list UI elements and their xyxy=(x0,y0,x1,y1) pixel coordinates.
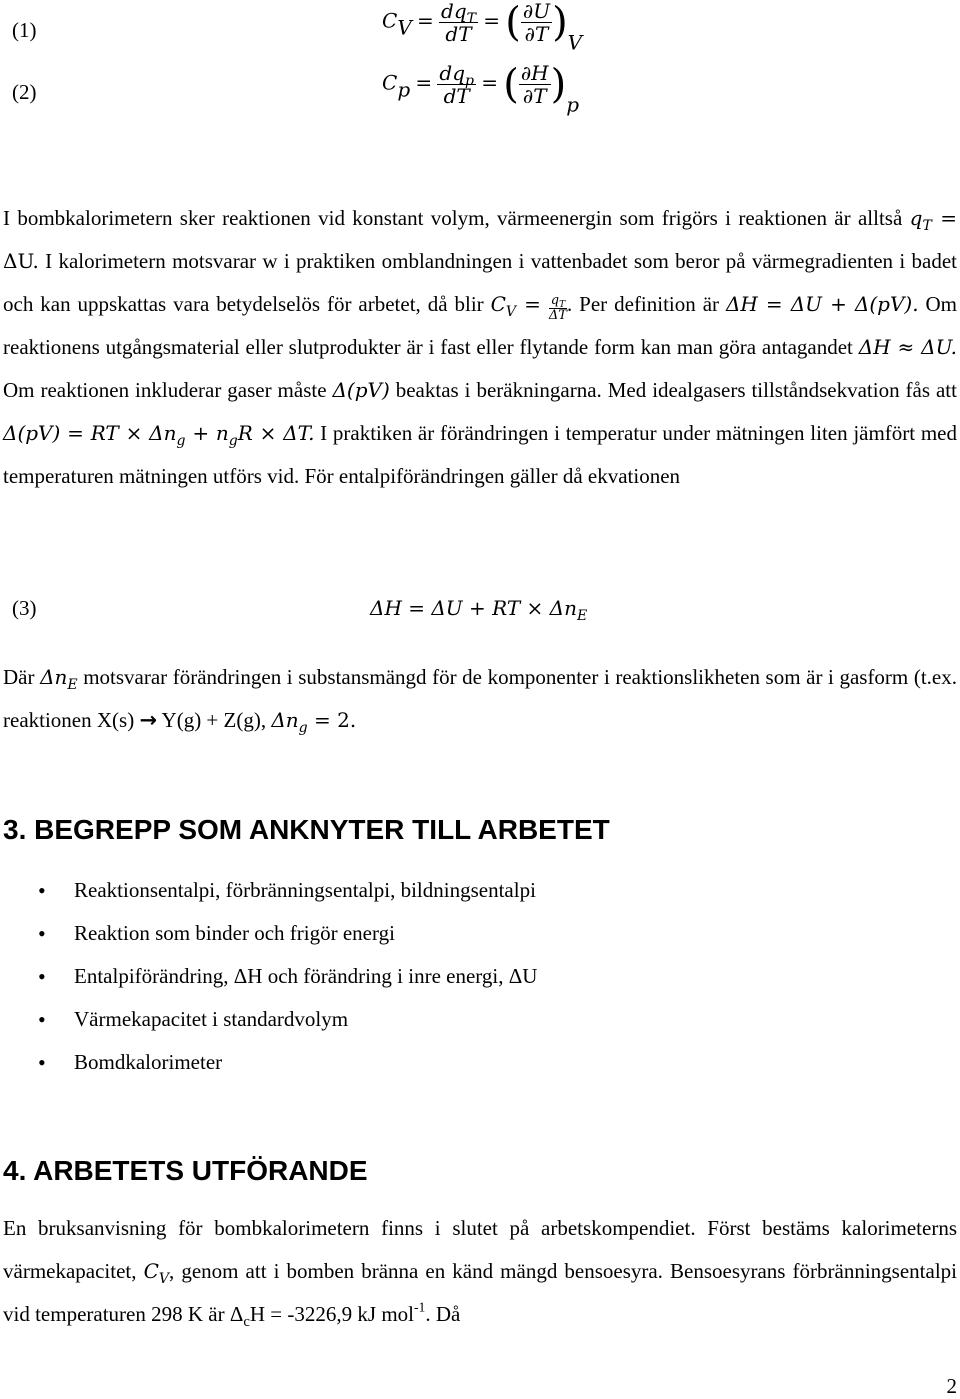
list-item: • Reaktionsentalpi, förbränningsentalpi, bildningsentalpi xyxy=(38,869,537,912)
fraction: $\frac{dq_p}{dT}$ xyxy=(439,61,474,108)
page-number: 2 xyxy=(946,1374,957,1398)
paragraph-bombkalorimeter: I bombkalorimetern sker reaktionen vid konstant volym, värmeenergin som frigörs i reaktionen är alltså $q_T = \Delta U$. I kalorimetern motsvarar w i praktiken omblandningen i vattenbadet som beror på värmegradienten i badet och kan uppskattas vara betydelselös för arbetet, då blir $C_V$ = $\frac{q_T}{\Delta T}$ . Per definition är ΔH = ΔU + Δ(pV). Om reaktionens utgångsmaterial eller slutprodukter är i fast eller flytande form kan man göra antagandet ΔH ≈ ΔU. Om reaktionen inkluderar gaser måste Δ(pV) beaktas i beräkningarna. Med idealgasers tillståndsekvation fås att Δ(pV) = RT × $\Delta n_g + n_gR \times \Delta T$. I praktiken är förändringen i temperatur under mätningen liten jämfört med temperaturen mätningen utförs vid. För entalpiförändringen gäller då ekvationen xyxy=(3,206,958,488)
list-item: • Bomdkalorimeter xyxy=(38,1041,537,1084)
section-4-heading: 4. ARBETETS UTFÖRANDE xyxy=(3,1155,368,1186)
partial-fraction: $\frac{\partial H}{\partial T}$ xyxy=(520,61,549,108)
paragraph-delta-n: Där $\Delta n_E$ motsvarar förändringen i substansmängd för de komponenter i reaktionslikheten som är i gasform (t.ex. reaktionen X(s) → Y(g) + Z(g), $\Delta n_g = 2$. xyxy=(3,665,957,736)
equation-body: $C_p$ = $\frac{dq_p}{dT}$ = ( $\frac{\partial H}{\partial T}$ )$_p$ xyxy=(382,61,580,117)
list-item: • Reaktion som binder och frigör energi xyxy=(38,912,537,955)
list-item: • Entalpiförändring, ΔH och förändring i inre energi, ΔU xyxy=(38,955,537,998)
list-item: • Värmekapacitet i standardvolym xyxy=(38,998,537,1041)
equation-number: (2) xyxy=(12,80,37,104)
fraction-qT-over-deltaT: $\frac{q_T}{\Delta T}$ xyxy=(548,293,567,323)
equation-1 xyxy=(0,0,960,64)
fraction: $\frac{dq_T}{dT}$ xyxy=(441,0,476,46)
equation-number: (1) xyxy=(12,18,37,42)
arrow-right-icon: → xyxy=(139,708,158,732)
partial-fraction: $\frac{\partial U}{\partial T}$ xyxy=(522,0,551,46)
equation-body: ΔH = ΔU + RT × $\Delta n_E$ xyxy=(370,596,588,624)
concept-list xyxy=(38,869,537,1084)
equation-body: $C_V$ = $\frac{dq_T}{dT}$ = ( $\frac{\partial U}{\partial T}$ )$_V$ xyxy=(382,0,583,55)
section-3-heading: 3. BEGREPP SOM ANKNYTER TILL ARBETET xyxy=(3,814,610,845)
equation-2 xyxy=(0,62,960,126)
equation-3 xyxy=(0,590,960,630)
paragraph-arbetets-utforande: En bruksanvisning för bombkalorimetern finns i slutet på arbetskompendiet. Först bestäms kalorimeterns värmekapacitet, $C_V$, genom att i bomben bränna en känd mängd bensoesyra. Bensoesyrans förbränningsentalpi vid temperaturen 298 K är $\Delta_cH = -3226,9$ kJ mol$^{-1}$. Då xyxy=(3,1216,957,1331)
equation-number: (3) xyxy=(12,596,37,620)
